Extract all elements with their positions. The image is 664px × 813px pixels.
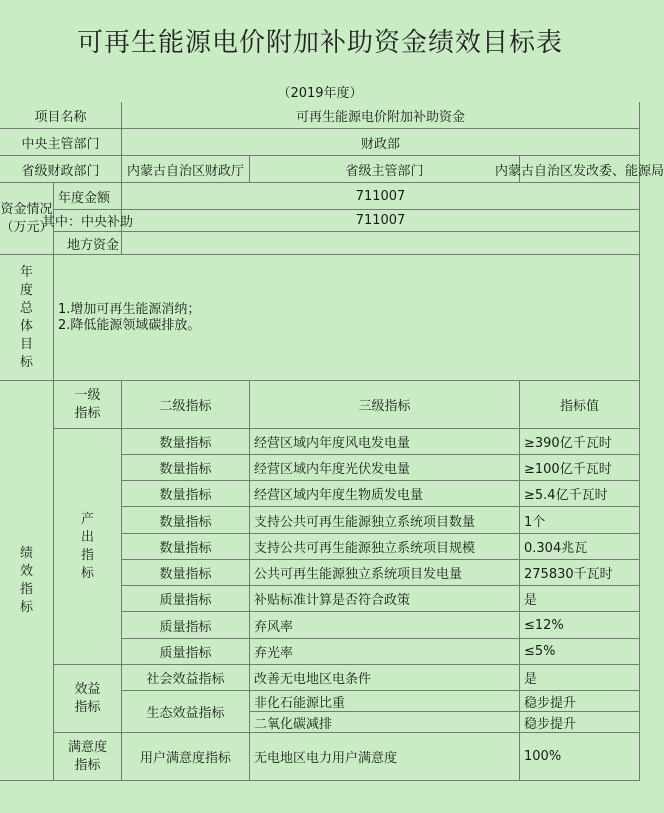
table-row-l2: 生态效益指标 xyxy=(122,691,250,733)
level3-header: 三级指标 xyxy=(250,381,520,429)
central-subsidy-label: 其中：中央补助 xyxy=(54,210,122,232)
table-row-value: 稳步提升 xyxy=(520,712,640,733)
table-row-l3: 经营区域内年度风电发电量 xyxy=(250,429,520,455)
target-table xyxy=(0,102,664,813)
table-row-l3: 弃风率 xyxy=(250,612,520,639)
page-title: 可再生能源电价附加补助资金绩效目标表 xyxy=(76,27,563,58)
table-row-value: ≥390亿千瓦时 xyxy=(520,429,640,455)
output-indicators-group: 产 出 指 标 xyxy=(54,429,122,665)
table-row-l2: 数量指标 xyxy=(122,455,250,481)
table-row-l3: 改善无电地区电条件 xyxy=(250,665,520,691)
annual-amount-value: 711007 xyxy=(122,183,640,210)
table-row-l2: 数量指标 xyxy=(122,429,250,455)
table-row-l2: 数量指标 xyxy=(122,481,250,507)
table-row-l2: 社会效益指标 xyxy=(122,665,250,691)
local-funds-label: 地方资金 xyxy=(54,232,122,255)
provincial-finance-value: 内蒙古自治区财政厅 xyxy=(122,156,250,183)
central-dept-value: 财政部 xyxy=(122,129,640,156)
table-row-value: 稳步提升 xyxy=(520,691,640,712)
table-row-l2: 数量指标 xyxy=(122,534,250,560)
funds-label: 资金情况 （万元） xyxy=(0,183,54,255)
table-row-l3: 弃光率 xyxy=(250,639,520,665)
table-row-l3: 公共可再生能源独立系统项目发电量 xyxy=(250,560,520,586)
annual-amount-label: 年度金额 xyxy=(54,183,122,210)
value-header: 指标值 xyxy=(520,381,640,429)
table-row-l2: 质量指标 xyxy=(122,586,250,612)
table-row-value: ≥100亿千瓦时 xyxy=(520,455,640,481)
level1-header: 一级 指标 xyxy=(54,381,122,429)
table-row-l2: 数量指标 xyxy=(122,507,250,534)
table-row-value: 是 xyxy=(520,665,640,691)
table-row-l3: 补贴标准计算是否符合政策 xyxy=(250,586,520,612)
table-row-value: 1个 xyxy=(520,507,640,534)
table-row-l3: 经营区域内年度生物质发电量 xyxy=(250,481,520,507)
table-row-l3: 无电地区电力用户满意度 xyxy=(250,733,520,781)
central-dept-label: 中央主管部门 xyxy=(0,129,122,156)
table-row-l2: 质量指标 xyxy=(122,639,250,665)
level2-header: 二级指标 xyxy=(122,381,250,429)
provincial-finance-label: 省级财政部门 xyxy=(0,156,122,183)
table-row-value: ≤12% xyxy=(520,612,640,639)
provincial-dept-label: 省级主管部门 xyxy=(250,156,520,183)
table-row-l3: 非化石能源比重 xyxy=(250,691,520,712)
satisfaction-indicators-group: 满意度 指标 xyxy=(54,733,122,781)
project-name-value: 可再生能源电价附加补助资金 xyxy=(122,102,640,129)
benefit-indicators-group: 效益 指标 xyxy=(54,665,122,733)
table-row-l3: 二氧化碳减排 xyxy=(250,712,520,733)
table-row-l2: 数量指标 xyxy=(122,560,250,586)
year-label: （2019年度） xyxy=(0,80,640,102)
table-row-value: ≤5% xyxy=(520,639,640,665)
performance-indicators-label: 绩 效 指 标 xyxy=(0,381,54,781)
table-row-l2: 用户满意度指标 xyxy=(122,733,250,781)
project-name-label: 项目名称 xyxy=(0,102,122,129)
table-row-value: ≥5.4亿千瓦时 xyxy=(520,481,640,507)
table-row-l2: 质量指标 xyxy=(122,612,250,639)
table-row-value: 275830千瓦时 xyxy=(520,560,640,586)
table-row-value: 100% xyxy=(520,733,640,781)
table-row-value: 是 xyxy=(520,586,640,612)
overall-goal-text: 1.增加可再生能源消纳； 2.降低能源领域碳排放。 xyxy=(54,255,640,381)
provincial-dept-value: 内蒙古自治区发改委、能源局 xyxy=(520,156,640,183)
table-row-l3: 支持公共可再生能源独立系统项目规模 xyxy=(250,534,520,560)
table-row-l3: 支持公共可再生能源独立系统项目数量 xyxy=(250,507,520,534)
central-subsidy-value: 711007 xyxy=(122,210,640,232)
local-funds-value xyxy=(122,232,640,255)
table-row-value: 0.304兆瓦 xyxy=(520,534,640,560)
table-row-l3: 经营区域内年度光伏发电量 xyxy=(250,455,520,481)
overall-goal-label: 年 度 总 体 目 标 xyxy=(0,255,54,381)
